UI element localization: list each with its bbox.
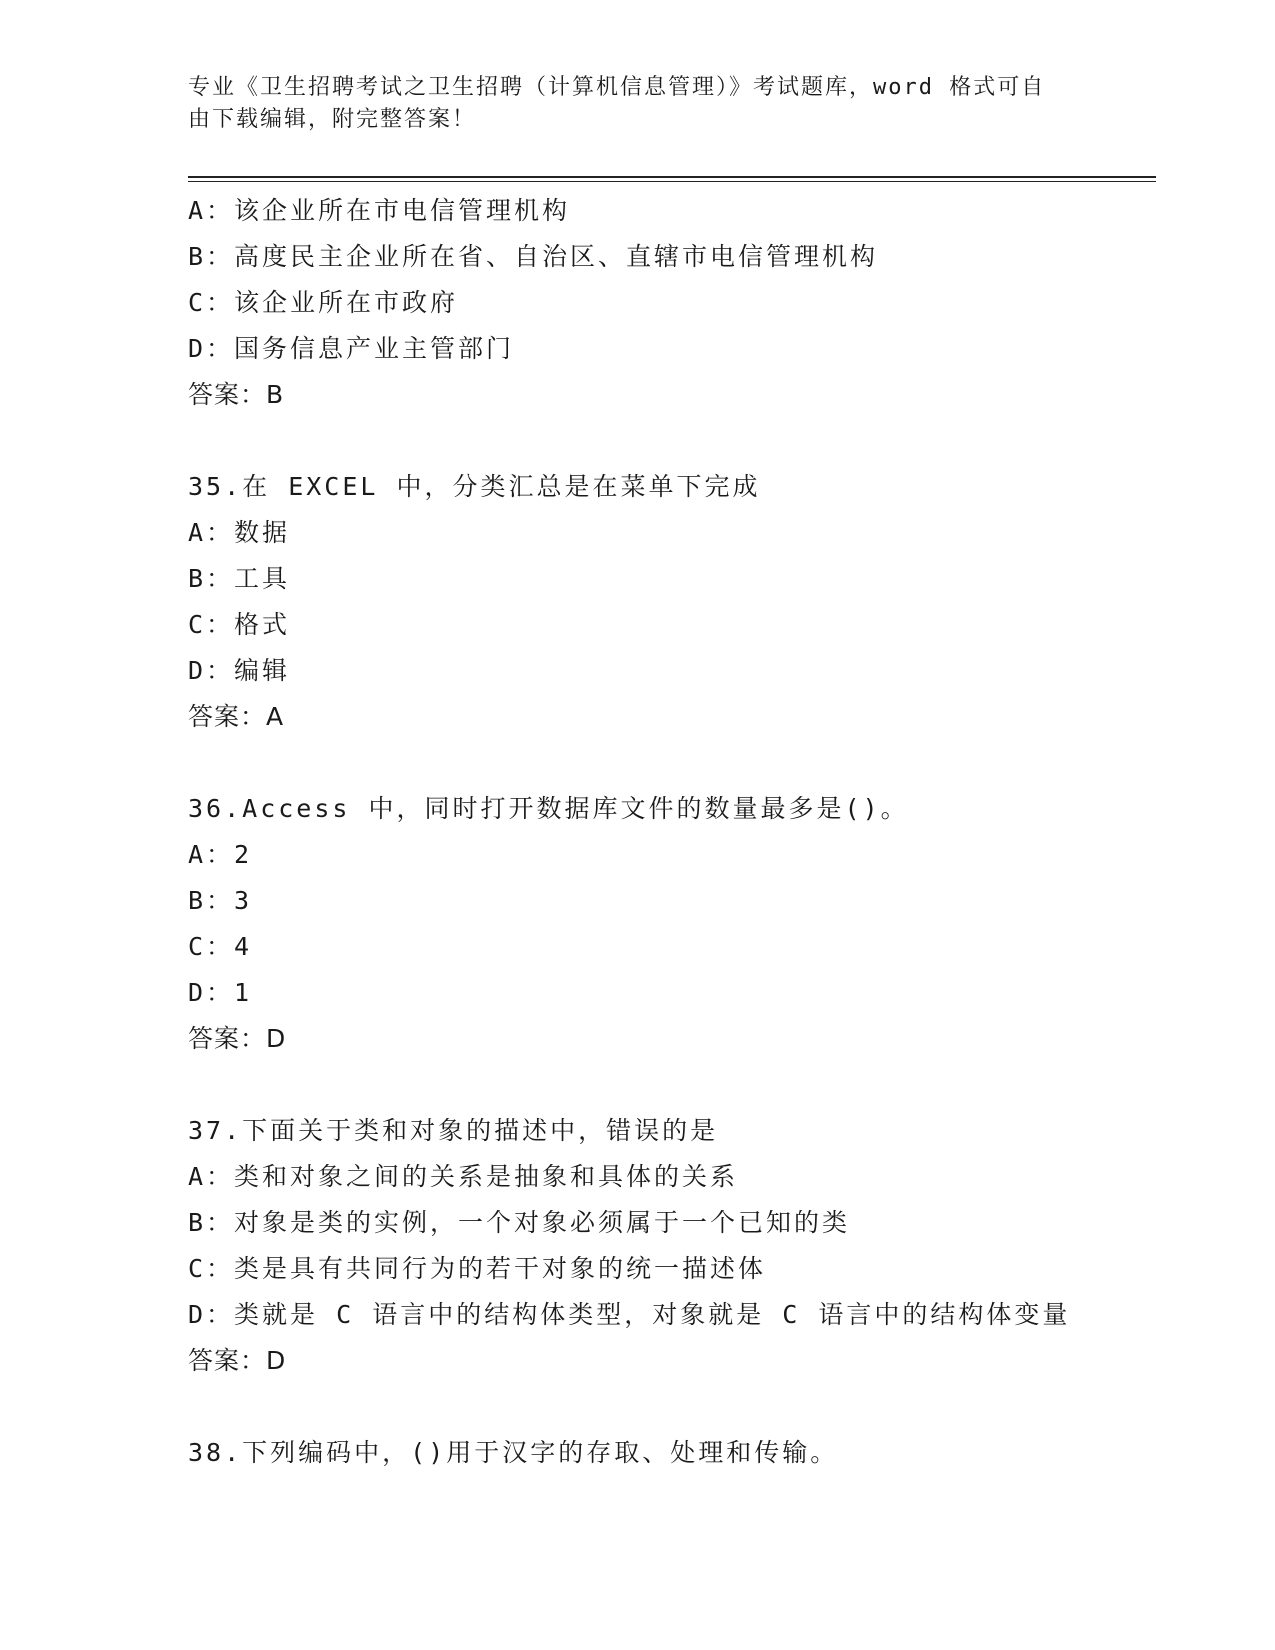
spacer [188, 1062, 1148, 1108]
header-divider-thin [188, 181, 1156, 182]
option-b: B：高度民主企业所在省、自治区、直辖市电信管理机构 [188, 242, 879, 271]
question-block-36 [188, 786, 1148, 1062]
answer-line: 答案：D [188, 1346, 287, 1375]
question-block-34 [188, 188, 1148, 418]
question-block-35 [188, 464, 1148, 740]
option-d: D：类就是 C 语言中的结构体类型，对象就是 C 语言中的结构体变量 [188, 1300, 1071, 1329]
document-header [188, 72, 1078, 136]
question-list [188, 188, 1148, 1476]
option-c: C：格式 [188, 610, 291, 639]
option-a: A：2 [188, 840, 253, 869]
option-c: C：类是具有共同行为的若干对象的统一描述体 [188, 1254, 767, 1283]
spacer [188, 740, 1148, 786]
option-c: C：4 [188, 932, 253, 961]
spacer [188, 1384, 1148, 1430]
question-text: 38.下列编码中，()用于汉字的存取、处理和传输。 [188, 1438, 839, 1467]
option-c: C：该企业所在市政府 [188, 288, 459, 317]
answer-line: 答案：A [188, 702, 285, 731]
option-a: A：该企业所在市电信管理机构 [188, 196, 571, 225]
answer-line: 答案：D [188, 1024, 287, 1053]
header-line-1: 专业《卫生招聘考试之卫生招聘（计算机信息管理）》考试题库，word 格式可自 [188, 75, 1046, 100]
spacer [188, 418, 1148, 464]
option-b: B：对象是类的实例，一个对象必须属于一个已知的类 [188, 1208, 851, 1237]
option-d: D：编辑 [188, 656, 291, 685]
header-divider-thick [188, 176, 1156, 178]
question-block-38 [188, 1430, 1148, 1476]
option-b: B：3 [188, 886, 253, 915]
question-text: 37.下面关于类和对象的描述中，错误的是 [188, 1116, 719, 1145]
question-text: 35.在 EXCEL 中，分类汇总是在菜单下完成 [188, 472, 761, 501]
option-b: B：工具 [188, 564, 291, 593]
option-d: D：国务信息产业主管部门 [188, 334, 515, 363]
option-a: A：数据 [188, 518, 291, 547]
question-text: 36.Access 中，同时打开数据库文件的数量最多是()。 [188, 794, 909, 823]
header-line-2: 由下载编辑，附完整答案！ [188, 107, 477, 132]
option-d: D：1 [188, 978, 253, 1007]
option-a: A：类和对象之间的关系是抽象和具体的关系 [188, 1162, 739, 1191]
question-block-37 [188, 1108, 1148, 1384]
answer-line: 答案：B [188, 380, 285, 409]
